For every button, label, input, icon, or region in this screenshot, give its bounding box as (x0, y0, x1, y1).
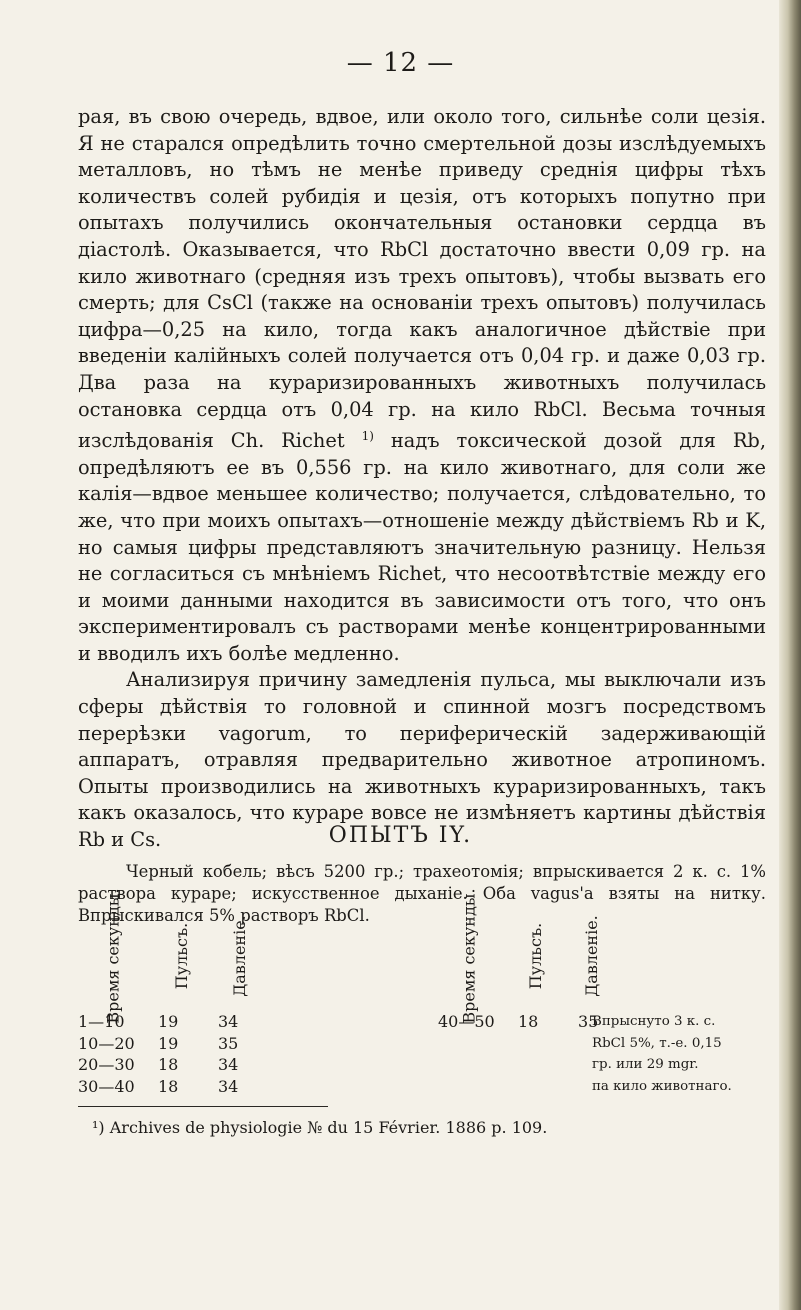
footnote-mark: 1) (361, 429, 374, 444)
note-line: па кило животнаго. (592, 1078, 732, 1094)
paragraph-1 (78, 104, 766, 667)
left-header-pressure: Давленіе. (230, 915, 249, 997)
paragraph-1-continued: надъ токсической дозой для Rb, опредѣляютъ ее въ 0,556 гр. на кило животнаго, для соли же калія—вдвое меньшее количество; получается, слѣдовательно, то же, что при моихъ опытахъ—отношеніе между дѣйствіемъ Rb и K, но самыя цифры представляютъ значительную разницу. Нельзя не согласиться съ мнѣніемъ Richet, что несоотвѣтствіе между его и моими данными находится въ зависимости отъ того, что онъ экспериментировалъ съ растворами менѣе концентрированными и вводилъ ихъ болѣе медленно. (78, 429, 766, 665)
page-edge-shadow (779, 0, 801, 1310)
table-row: 40—50 18 35 (438, 1012, 599, 1031)
left-table (78, 1011, 258, 1097)
left-header-time: Время секунды. (104, 888, 123, 1024)
table-row: 1—10 19 34 (78, 1012, 239, 1031)
right-header-pressure: Давленіе. (582, 915, 601, 997)
footnote-rule (78, 1106, 328, 1107)
note-line: гр. или 29 mgr. (592, 1057, 699, 1072)
table-row: 10—20 19 35 (78, 1033, 239, 1053)
experiment-description-text: Черный кобель; вѣсъ 5200 гр.; трахеотомія; впрыскивается 2 к. с. 1% раствора кураре; искусственное дыханіе. Оба vagus'а взяты на нитку. Впрыскивался 5% растворъ RbCl. (78, 862, 766, 925)
left-header-pulse: Пульсъ. (172, 922, 191, 990)
footnote: ¹) Archives de physiologie № du 15 Février. 1886 p. 109. (92, 1118, 548, 1137)
note-line: Впрыснуто 3 к. с. (592, 1014, 716, 1029)
main-text (78, 104, 766, 854)
table-row: 20—30 18 34 (78, 1055, 239, 1074)
paragraph-1-text: рая, въ свою очередь, вдвое, или около того, сильнѣе соли цезія. Я не старался опредѣлить точно смертельной дозы изслѣдуемыхъ металловъ, но тѣмъ не менѣе приведу среднія цифры тѣхъ количествъ солей рубидія и цезія, отъ которыхъ попутно при опытахъ получились окончательныя остановки сердца въ діастолѣ. Оказывается, что RbCl достаточно ввести 0,09 гр. на кило животнаго (средняя изъ трехъ опытовъ), чтобы вызвать его смерть; для CsCl (также на основаніи трехъ опытовъ) получилась цифра—0,25 на кило, тогда какъ аналогичное дѣйствіе при введеніи калійныхъ солей получается отъ 0,04 гр. и даже 0,03 гр. Два раза на кураризированныхъ животныхъ получилась остановка сердца отъ 0,04 гр. на кило RbCl. Весьма точныя изслѣдованія Ch. Richet (78, 105, 766, 453)
right-header-pulse: Пульсъ. (526, 922, 545, 990)
note-line: RbCl 5%, т.-е. 0,15 (592, 1035, 722, 1051)
injection-note (592, 1011, 768, 1097)
paragraph-2: Анализируя причину замедленія пульса, мы выключали изъ сферы дѣйствія то головной и спинной мозгъ посредствомъ перерѣзки vagorum, то периферическій задерживающій аппаратъ, отравляя предварительно животное атропиномъ. Опыты производились на животныхъ кураризированныхъ, такъ какъ оказалось, что кураре вовсе не измѣняетъ картины дѣйствія Rb и Cs. (78, 668, 766, 852)
page-number: — 12 — (346, 48, 455, 78)
experiment-description (78, 861, 766, 927)
table-row: 30—40 18 34 (78, 1076, 239, 1096)
right-table (438, 1011, 618, 1033)
experiment-heading: ОПЫТЪ IY. (328, 823, 473, 848)
right-header-time: Время секунды. (460, 888, 479, 1024)
